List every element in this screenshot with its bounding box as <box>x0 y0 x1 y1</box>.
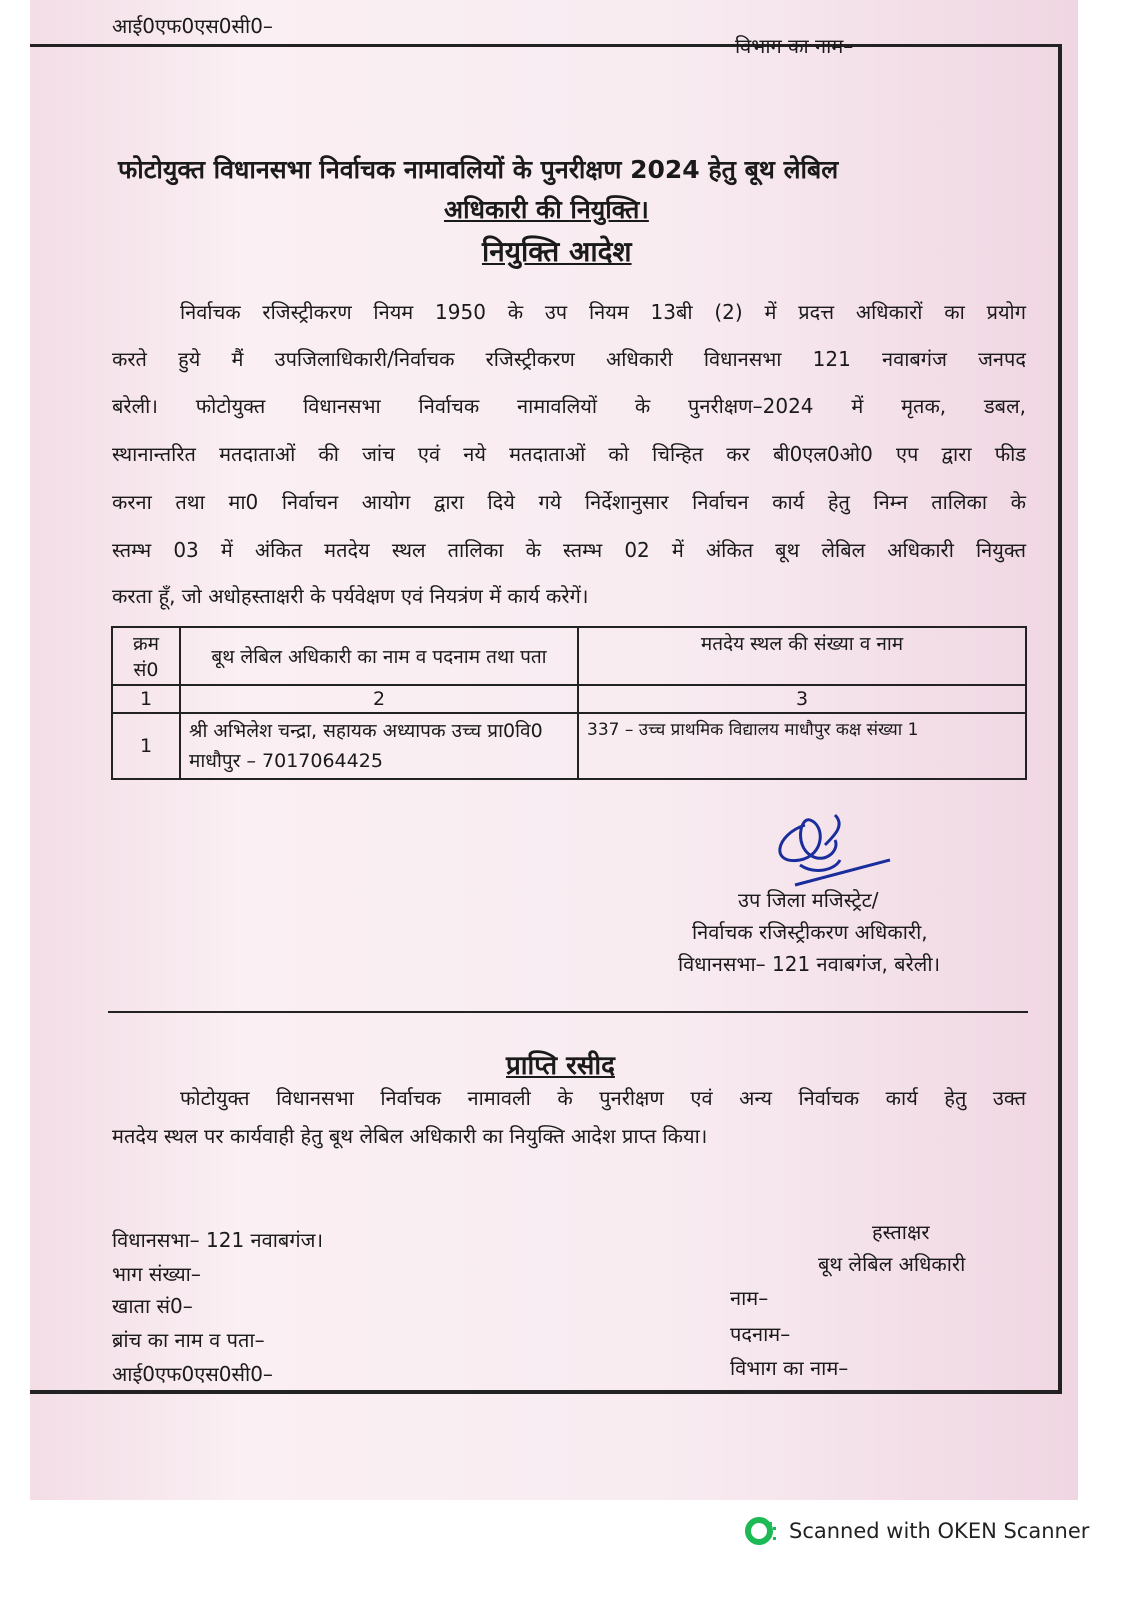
body-line: करना तथा मा0 निर्वाचन आयोग द्वारा दिये गये निर्देशानुसार निर्वाचन कार्य हेतु निम्न तालिका के <box>112 490 1026 514</box>
column-number: 3 <box>578 685 1026 713</box>
appointment-table <box>111 626 1027 780</box>
receipt-line-2: मतदेय स्थल पर कार्यवाही हेतु बूथ लेबिल अधिकारी का नियुक्ति आदेश प्राप्त किया। <box>112 1124 708 1148</box>
receipt-department: विभाग का नाम– <box>730 1356 849 1380</box>
title-line-1: फोटोयुक्त विधानसभा निर्वाचक नामावलियों के पुनरीक्षण 2024 हेतु बूथ लेबिल <box>118 155 839 184</box>
order-heading: नियुक्ति आदेश <box>482 235 632 268</box>
receipt-part-number: भाग संख्या– <box>112 1262 201 1286</box>
scanner-text: Scanned with OKEN Scanner <box>789 1519 1090 1543</box>
oken-logo-icon <box>745 1516 779 1546</box>
sign-role: बूथ लेबिल अधिकारी <box>818 1252 966 1276</box>
table-column-number-row <box>112 685 1026 713</box>
cell-officer: श्री अभिलेश चन्द्रा, सहायक अध्यापक उच्च प्रा0वि0 माधौपुर – 7017064425 <box>180 713 578 779</box>
column-number: 1 <box>112 685 180 713</box>
table-header-row <box>112 627 1026 685</box>
signature <box>765 805 895 895</box>
receipt-name: नाम– <box>730 1286 769 1310</box>
signatory-line-3: विधानसभा– 121 नवाबगंज, बरेली। <box>678 952 941 976</box>
title-line-2: अधिकारी की नियुक्ति। <box>444 195 649 224</box>
cell-polling-station: 337 – उच्च प्राथमिक विद्यालय माधौपुर कक्ष संख्या 1 <box>578 713 1026 779</box>
divider <box>108 1011 1028 1013</box>
department-top: विभाग का नाम– <box>735 34 854 58</box>
body-line: स्तम्भ 03 में अंकित मतदेय स्थल तालिका के स्तम्भ 02 में अंकित बूथ लेबिल अधिकारी नियुक्त <box>112 538 1026 562</box>
column-number: 2 <box>180 685 578 713</box>
receipt-designation: पदनाम– <box>730 1322 791 1346</box>
frame-border-top <box>30 44 1062 47</box>
table-row <box>112 713 1026 779</box>
receipt-heading: प्राप्ति रसीद <box>506 1051 615 1081</box>
cell-serial: 1 <box>112 713 180 779</box>
frame-border-bottom <box>30 1390 1062 1394</box>
signatory-line-2: निर्वाचक रजिस्ट्रीकरण अधिकारी, <box>692 920 928 944</box>
body-line: बरेली। फोटोयुक्त विधानसभा निर्वाचक नामावलियों के पुनरीक्षण–2024 में मृतक, डबल, <box>112 394 1026 418</box>
body-line: निर्वाचक रजिस्ट्रीकरण नियम 1950 के उप नियम 13बी (2) में प्रदत्त अधिकारों का प्रयोग <box>180 300 1026 324</box>
header-officer: बूथ लेबिल अधिकारी का नाम व पदनाम तथा पता <box>180 627 578 685</box>
header-serial: क्रम सं0 <box>112 627 180 685</box>
ifsc-top: आई0एफ0एस0सी0– <box>112 14 273 38</box>
signatory-line-1: उप जिला मजिस्ट्रेट/ <box>738 888 879 912</box>
receipt-line-1: फोटोयुक्त विधानसभा निर्वाचक नामावली के पुनरीक्षण एवं अन्य निर्वाचक कार्य हेतु उक्त <box>180 1086 1026 1110</box>
sign-label: हस्ताक्षर <box>872 1220 930 1244</box>
body-line: करते हुये मैं उपजिलाधिकारी/निर्वाचक रजिस्ट्रीकरण अधिकारी विधानसभा 121 नवाबगंज जनपद <box>112 347 1026 371</box>
scanner-watermark <box>745 1516 1089 1546</box>
receipt-branch: ब्रांच का नाम व पता– <box>112 1328 265 1352</box>
body-line: स्थानान्तरित मतदाताओं की जांच एवं नये मतदाताओं को चिन्हित कर बी0एल0ओ0 एप द्वारा फीड <box>112 442 1026 466</box>
receipt-constituency: विधानसभा– 121 नवाबगंज। <box>112 1228 324 1252</box>
header-polling-station: मतदेय स्थल की संख्या व नाम <box>578 627 1026 685</box>
receipt-ifsc: आई0एफ0एस0सी0– <box>112 1362 273 1386</box>
frame-border-right <box>1058 44 1062 1392</box>
receipt-account-number: खाता सं0– <box>112 1294 193 1318</box>
body-line: करता हूँ, जो अधोहस्ताक्षरी के पर्यवेक्षण एवं नियत्रंण में कार्य करेगें। <box>112 584 589 608</box>
